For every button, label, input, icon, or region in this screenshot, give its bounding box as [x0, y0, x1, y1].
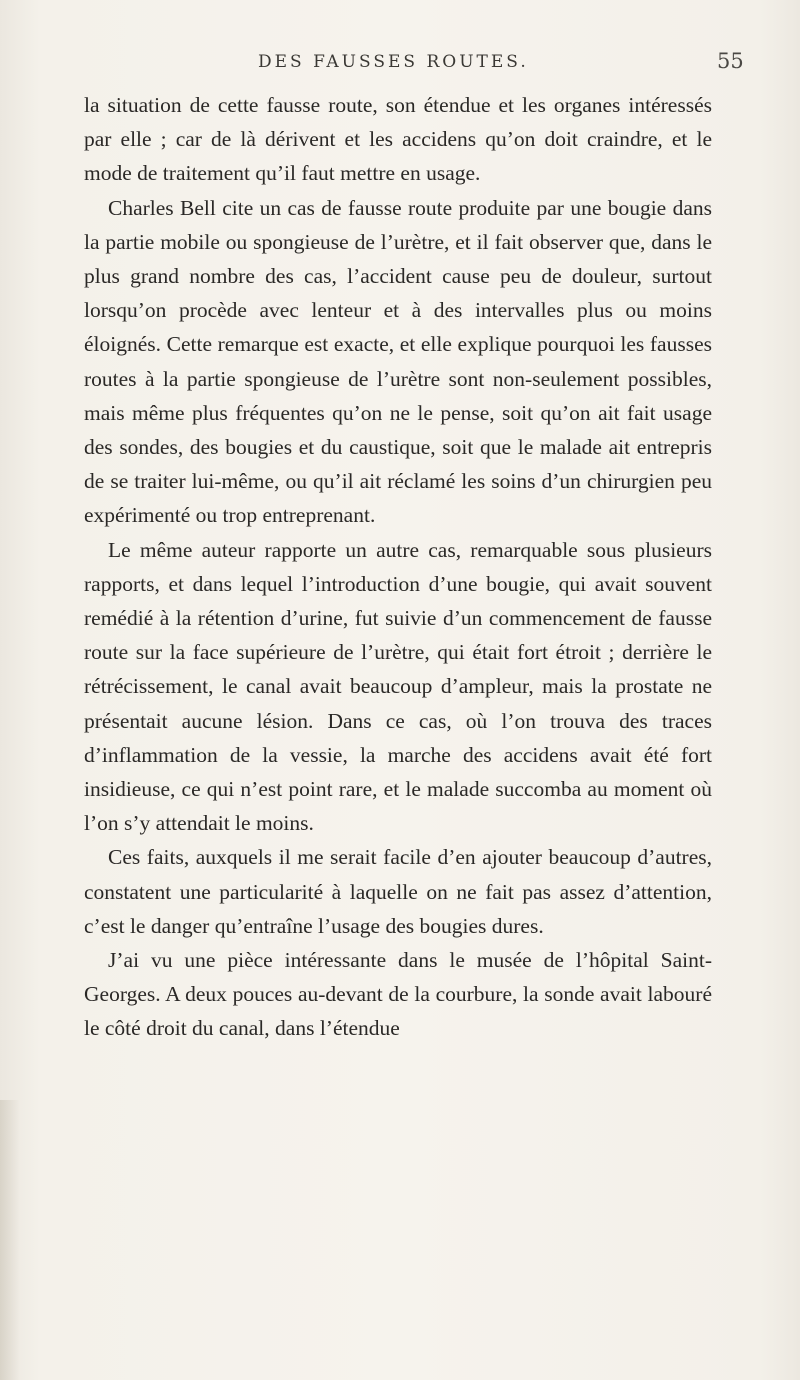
paragraph-continuation: la situation de cette fausse route, son étendue et les organes intéressés par elle ; car de là dérivent et les accidens qu’on doit craindre, et le mode de traitement qu’il faut mettre en usage. [84, 93, 712, 186]
paragraph-ces-faits: Ces faits, auxquels il me serait facile d’en ajouter beaucoup d’autres, constatent une particularité à laquelle on ne fait pas assez d’attention, c’est le danger qu’entraîne l’usage des bougies dures. [84, 845, 712, 938]
paragraph-meme-auteur: Le même auteur rapporte un autre cas, remarquable sous plusieurs rapports, et dans lequel l’introduction d’une bougie, qui avait souvent remédié à la rétention d’urine, fut suivie d’un commencement de fausse route sur la face supérieure de l’urètre, qui était fort étroit ; derrière le rétrécissement, le canal avait beaucoup d’ampleur, mais la prostate ne présentait aucune lésion. Dans ce cas, où l’on trouva des traces d’inflammation de la vessie, la marche des accidens avait été fort insidieuse, ce qui n’est point rare, et le malade succomba au moment où l’on s’y attendait le moins. [84, 537, 712, 836]
paragraph-charles-bell: Charles Bell cite un cas de fausse route produite par une bougie dans la partie mobile ou spongieuse de l’urètre, et il fait observer que, dans le plus grand nombre des cas, l’accident cause peu de douleur, surtout lorsqu’on procède avec lenteur et à des intervalles plus ou moins éloignés. Cette remarque est exacte, et elle explique pourquoi les fausses routes à la partie spongieuse de l’urètre sont non-seulement possibles, mais même plus fréquentes qu’on ne le pense, soit qu’on ait fait usage des sondes, des bougies et du caustique, soit que le malade ait entrepris de se traiter lui-même, ou qu’il ait réclamé les soins d’un chirurgien peu expérimenté ou trop entreprenant. [84, 195, 712, 528]
page-number: 55 [717, 49, 744, 73]
running-title: DES FAUSSES ROUTES. [258, 52, 529, 72]
body-text [84, 88, 712, 1046]
paragraph-saint-georges: J’ai vu une pièce intéressante dans le musée de l’hôpital Saint-Georges. A deux pouces au-devant de la courbure, la sonde avait labouré le côté droit du canal, dans l’étendue [84, 948, 712, 1041]
page-header [0, 49, 800, 82]
page-edge-stain [0, 1100, 20, 1380]
